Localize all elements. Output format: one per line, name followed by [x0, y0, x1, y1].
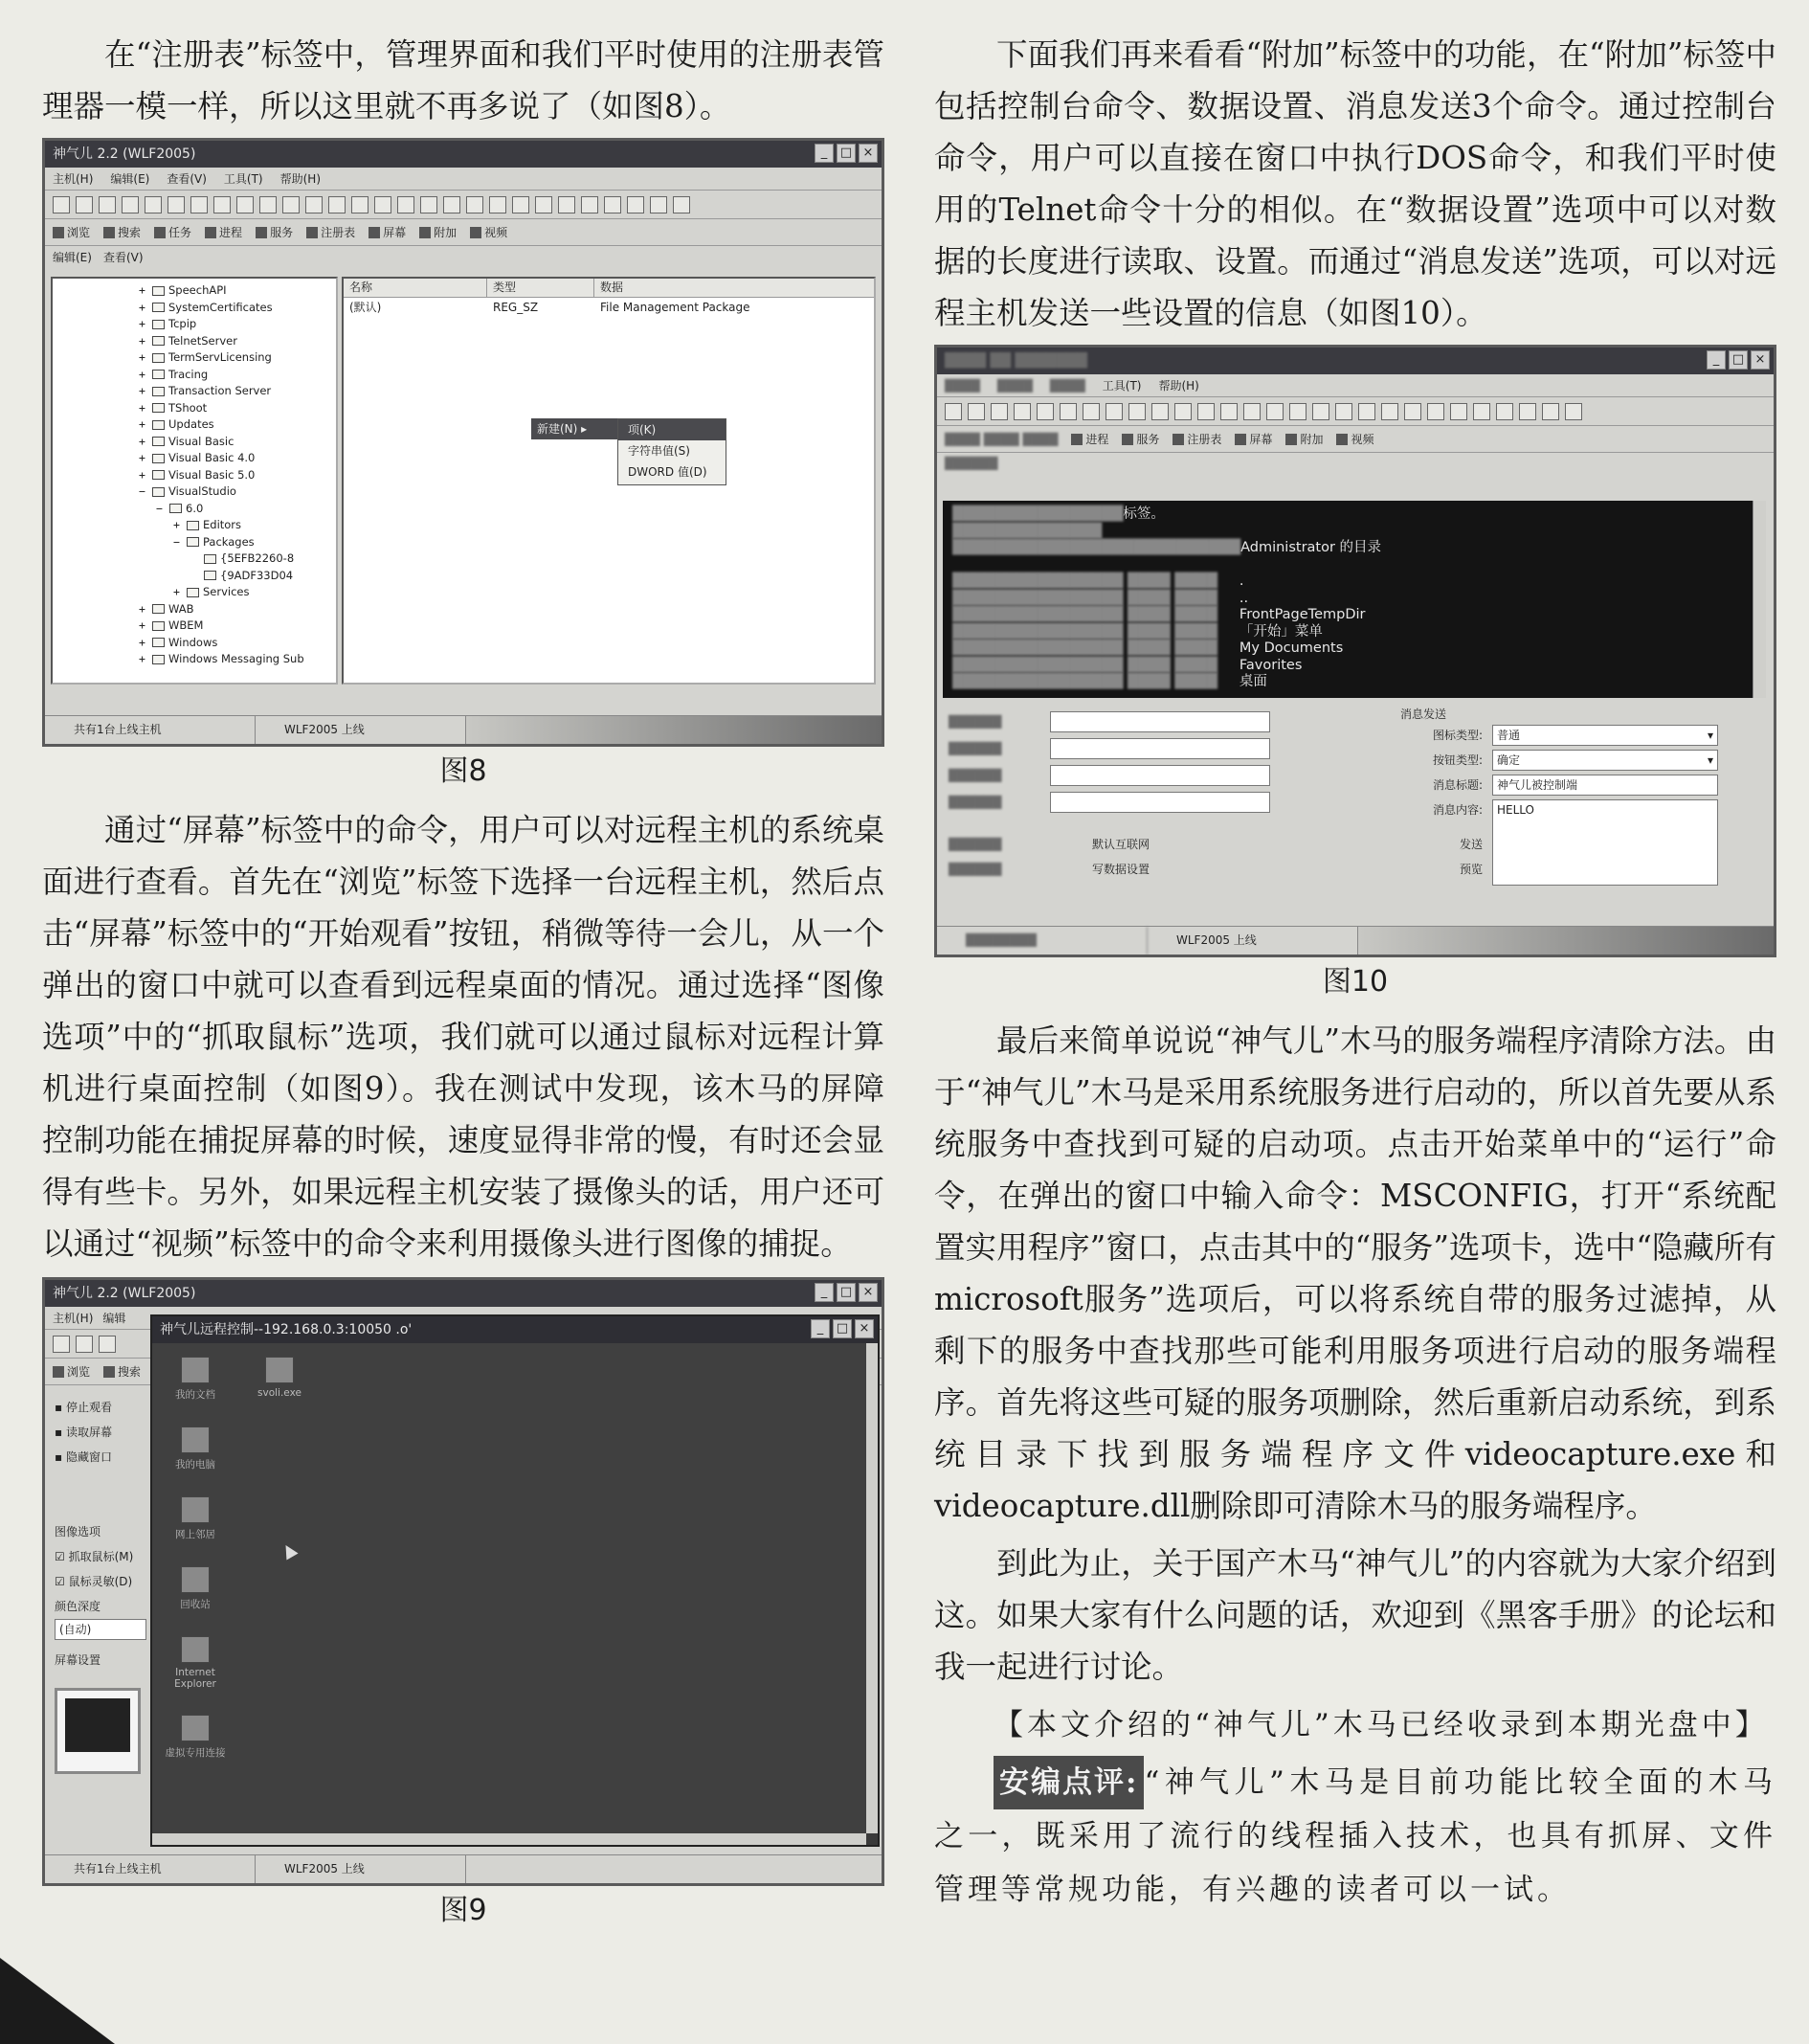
toolbar-icon[interactable]	[945, 403, 962, 420]
tab-extra[interactable]	[1285, 431, 1323, 447]
toolbar-icon[interactable]	[673, 196, 690, 213]
toolbar-icon[interactable]	[1083, 403, 1100, 420]
tab-label: 进程	[1085, 433, 1109, 446]
toolbar-icon[interactable]	[76, 1336, 93, 1353]
mouse-cursor-icon	[279, 1541, 298, 1560]
tab-browse[interactable]	[53, 224, 90, 240]
left-column	[42, 29, 884, 1943]
toolbar-icon[interactable]	[213, 196, 231, 213]
close-button[interactable]: ×	[859, 144, 878, 163]
recycle-bin-icon	[181, 1566, 210, 1593]
figure-caption: 图8	[439, 754, 487, 788]
tree-item[interactable]: + Visual Basic 5.0	[139, 467, 256, 482]
tab-label: 浏览	[67, 1365, 91, 1379]
tab-services[interactable]	[1122, 431, 1159, 447]
tree-item[interactable]: + Visual Basic 4.0	[139, 451, 256, 464]
right-column	[934, 29, 1776, 1917]
cell-data: File Management Package	[600, 301, 750, 314]
tree-item[interactable]: + TermServLicensing	[139, 350, 272, 364]
context-item-string[interactable]: 字符串值(S)	[628, 444, 690, 458]
menu-item[interactable]: 工具(T)	[223, 172, 263, 186]
tab-services[interactable]	[256, 224, 293, 240]
toolbar-icon[interactable]	[1404, 403, 1421, 420]
toolbar-icon[interactable]	[1358, 403, 1375, 420]
toolbar-icon[interactable]	[512, 196, 529, 213]
icon-type-label: 图标类型:	[1432, 729, 1483, 742]
field-label-blurred: ██████	[949, 796, 1002, 809]
tree-item[interactable]: + TShoot	[139, 400, 208, 415]
paragraph: 通过“屏幕”标签中的命令，用户可以对远程主机的系统桌面进行查看。首先在“浏览”标签下选择一台远程主机，然后点击“屏幕”标签中的“开始观看”按钮，稍微等待一会儿，从一个弹出的窗口中就可以查看到远程桌面的情况。通过选择“图像选项”中的“抓取鼠标”选项，我们就可以通过鼠标对远程计算机进行桌面控制（如图9）。我在测试中发现，该木马的屏障控制功能在捕捉屏幕的时候，速度显得非常的慢，有时还会显得有些卡。另外，如果远程主机安装了摄像头的话，用户还可以通过“视频”标签中的命令来利用摄像头进行图像的捕捉。	[42, 812, 884, 1262]
tab-label: 浏览	[67, 226, 91, 239]
tab-bar	[937, 426, 1774, 453]
registry-submenu	[45, 246, 882, 269]
desktop-icon[interactable]: 网上邻居	[160, 1496, 231, 1541]
send-button[interactable]: 发送	[1459, 838, 1483, 851]
dropdown-arrow-icon: ▾	[1707, 729, 1713, 742]
data-field[interactable]	[1050, 765, 1270, 786]
console-line: ████████████████ ████ ████ FrontPageTempDir	[952, 607, 1366, 622]
tab-screen[interactable]	[368, 224, 406, 240]
toolbar-icon[interactable]	[1335, 403, 1352, 420]
status-online: WLF2005 上线	[1148, 927, 1358, 955]
editor-comment	[934, 1756, 1776, 1917]
tree-item[interactable]: + Updates	[139, 417, 214, 431]
console-line: ████████████████ ████ ████ ..	[952, 590, 1249, 606]
toolbar-icon[interactable]	[99, 196, 116, 213]
console-scrollbar[interactable]	[1753, 501, 1766, 698]
tab-icon	[1172, 434, 1184, 445]
message-send-panel	[1396, 704, 1770, 886]
stop-watching-button[interactable]: ▪ 停止观看	[55, 1401, 112, 1414]
desktop-icon[interactable]: 我的电脑	[160, 1426, 231, 1471]
tab-label: 搜索	[118, 1365, 142, 1379]
registry-values[interactable]	[342, 277, 876, 685]
desktop-icon[interactable]: Internet Explorer	[160, 1636, 231, 1690]
tab-extra[interactable]	[419, 224, 457, 240]
data-settings-panel	[949, 711, 1370, 882]
status-bar	[45, 715, 882, 744]
toolbar-icon[interactable]	[1289, 403, 1306, 420]
toolbar-icon[interactable]	[627, 196, 644, 213]
toolbar-icon[interactable]	[1014, 403, 1031, 420]
status-empty	[466, 1855, 882, 1883]
screen-settings-label: 屏幕设置	[55, 1653, 101, 1667]
tree-item[interactable]: − Packages	[173, 534, 255, 549]
tab-icon	[419, 227, 431, 238]
tab-icon	[306, 227, 318, 238]
context-item-dword[interactable]: DWORD 值(D)	[628, 465, 707, 479]
cd-note: 【本文介绍的“神气儿”木马已经收录到本期光盘中】	[994, 1708, 1769, 1742]
status-progress	[1358, 927, 1774, 955]
menu-item-blurred: ████	[945, 379, 980, 393]
close-button[interactable]: ×	[1751, 350, 1770, 370]
toolbar-icon[interactable]	[443, 196, 460, 213]
desktop-icon[interactable]: svoli.exe	[244, 1357, 315, 1402]
tree-item[interactable]: + SystemCertificates	[139, 300, 273, 314]
tab-icon	[1122, 434, 1133, 445]
paragraph: 最后来简单说说“神气儿”木马的服务端程序清除方法。由于“神气儿”木马是采用系统服务进行启动的，所以首先要从系统服务中查找到可疑的启动项。点击开始菜单中的“运行”命令，在弹出的窗口中输入命令：MSCONFIG，打开“系统配置实用程序”窗口，点击其中的“服务”选项卡，选中“隐藏所有microsoft服务”选项后，可以将系统自带的服务过滤掉，从剩下的服务中查找那些可能利用服务项进行启动的服务端程序。首先将这些可疑的服务项删除，然后重新启动系统，到系统目录下找到服务端程序文件videocapture.exe和videocapture.dll删除即可清除木马的服务端程序。	[934, 1022, 1776, 1524]
field-label-blurred: ██████	[949, 769, 1002, 782]
context-submenu	[617, 418, 726, 485]
maximize-button[interactable]: □	[1729, 350, 1748, 370]
context-item-key[interactable]: 项(K)	[618, 419, 726, 440]
icon-toolbar	[937, 397, 1774, 426]
console-line: ████████████████标签。	[952, 506, 1165, 522]
figure-9-screenshot	[42, 1277, 884, 1886]
horizontal-scrollbar[interactable]	[152, 1833, 866, 1845]
tab-video[interactable]	[470, 224, 507, 240]
console-line: ███████████████████████████Administrator 的目录	[952, 540, 1382, 555]
tab-bar	[45, 219, 882, 246]
tree-item[interactable]: + Tracing	[139, 367, 209, 381]
figure-caption: 图9	[439, 1894, 487, 1927]
status-hosts: 共有1台上线主机	[45, 1855, 256, 1883]
tree-item[interactable]: + Windows	[139, 635, 218, 649]
data-field[interactable]	[1050, 738, 1270, 759]
console-line: ████████████████ ████ ████ Favorites	[952, 657, 1303, 673]
hide-window-button[interactable]: ▪ 隐藏窗口	[55, 1450, 112, 1464]
toolbar-icon[interactable]	[374, 196, 391, 213]
tree-item[interactable]: + Tcpip	[139, 317, 197, 330]
toolbar-icon[interactable]	[259, 196, 277, 213]
toolbar-icon[interactable]	[1128, 403, 1146, 420]
window-title-blurred: ████ ██ ███████	[945, 353, 1087, 369]
editor-comment-text: “神气儿”木马是目前功能比较全面的木马之一，既采用了流行的线程插入技术，也具有抓屏、文件管理等常规功能，有兴趣的读者可以一试。	[934, 1765, 1776, 1907]
status-hosts-blurred: ████████	[937, 927, 1148, 955]
message-title-label: 消息标题:	[1432, 778, 1483, 792]
mouse-sensitive-checkbox[interactable]: ☑ 鼠标灵敏(D)	[55, 1575, 133, 1588]
read-screen-button[interactable]: ▪ 读取屏幕	[55, 1426, 112, 1439]
icon-type-select[interactable]: 普通 ▾	[1492, 725, 1718, 746]
minimize-button[interactable]: _	[815, 144, 834, 163]
status-hosts: 共有1台上线主机	[45, 716, 256, 744]
toolbar-icon[interactable]	[604, 196, 621, 213]
message-content-label: 消息内容:	[1432, 803, 1483, 817]
tab-label: 附加	[434, 226, 458, 239]
close-button[interactable]: ×	[859, 1283, 878, 1302]
remote-titlebar	[152, 1316, 878, 1343]
menu-item[interactable]: 查看(V)	[167, 172, 207, 186]
message-content-input[interactable]: HELLO	[1492, 799, 1718, 886]
figure-8-screenshot	[42, 138, 884, 747]
toolbar-icon[interactable]	[535, 196, 552, 213]
tree-item[interactable]: − 6.0	[156, 501, 204, 515]
tab-icon	[53, 1366, 64, 1378]
tab-label: 搜索	[118, 226, 142, 239]
toolbar-icon[interactable]	[1473, 403, 1490, 420]
figure-10-screenshot	[934, 345, 1776, 957]
tree-item[interactable]: + WBEM	[139, 618, 204, 632]
tree-item[interactable]: + Windows Messaging Sub	[139, 652, 304, 665]
tab-icon	[154, 227, 166, 238]
toolbar-icon[interactable]	[489, 196, 506, 213]
toolbar-icon[interactable]	[168, 196, 185, 213]
tab-icon	[1285, 434, 1297, 445]
toolbar-icon[interactable]	[1037, 403, 1054, 420]
tab-label: 视频	[484, 226, 508, 239]
status-online: WLF2005 上线	[256, 716, 466, 744]
toolbar-icon[interactable]	[1542, 403, 1559, 420]
tab-registry[interactable]	[306, 224, 355, 240]
toolbar-icon[interactable]	[1174, 403, 1192, 420]
data-field[interactable]	[1050, 792, 1270, 813]
toolbar-icon[interactable]	[1427, 403, 1444, 420]
window-titlebar	[45, 1280, 882, 1307]
toolbar-icon[interactable]	[190, 196, 208, 213]
tab-icon	[103, 227, 115, 238]
toolbar-icon[interactable]	[397, 196, 414, 213]
registry-tree[interactable]	[51, 277, 338, 685]
tab-icon	[1336, 434, 1348, 445]
toolbar-icon[interactable]	[420, 196, 437, 213]
field-label-blurred: ██████	[949, 742, 1002, 755]
tab-icon	[205, 227, 216, 238]
tree-item[interactable]: − VisualStudio	[139, 484, 236, 498]
console-line: ████████████████ ████ ████ 「开始」菜单	[952, 623, 1323, 640]
tab-icon	[256, 227, 267, 238]
status-online: WLF2005 上线	[256, 1855, 466, 1883]
tree-item[interactable]: + Visual Basic	[139, 434, 234, 448]
button-type-select[interactable]: 确定 ▾	[1492, 750, 1718, 771]
tab-video[interactable]	[1336, 431, 1374, 447]
default-internet-button[interactable]: 默认互联网	[1092, 838, 1150, 851]
menu-item-blurred: ████	[996, 379, 1033, 393]
tab-blurred: ████ ████ ████	[945, 432, 1059, 446]
column-header-name[interactable]: 名称	[344, 279, 487, 297]
folder-icon	[181, 1357, 210, 1383]
icon-toolbar	[45, 191, 882, 219]
menu-item[interactable]: 编辑	[102, 1312, 126, 1325]
toolbar-icon[interactable]	[1496, 403, 1513, 420]
maximize-button[interactable]: □	[837, 144, 856, 163]
tab-search[interactable]	[103, 1363, 141, 1380]
window-titlebar	[45, 141, 882, 168]
menu-item[interactable]: 主机(H)	[53, 1312, 94, 1325]
toolbar-icon[interactable]	[1519, 403, 1536, 420]
console-line-blurred: ██████████████	[952, 523, 1103, 539]
desktop-icon[interactable]: 我的文档	[160, 1357, 231, 1402]
tab-registry[interactable]	[1172, 431, 1221, 447]
figure-caption: 图10	[1322, 965, 1389, 999]
console-line: ████████████████ ████ ████ .	[952, 573, 1244, 589]
context-menu: 新建(N) ▸	[531, 418, 617, 439]
paragraph: 在“注册表”标签中，管理界面和我们平时使用的注册表管理器一模一样，所以这里就不再多说了（如图8）。	[42, 36, 884, 124]
window-title: 神气儿 2.2 (WLF2005)	[53, 146, 196, 162]
vertical-scrollbar[interactable]	[866, 1343, 878, 1833]
desktop-icon[interactable]: 回收站	[160, 1566, 231, 1611]
menu-item[interactable]: 帮助(H)	[1158, 379, 1199, 393]
tab-search[interactable]	[103, 224, 141, 240]
remote-desktop-window[interactable]	[150, 1314, 880, 1847]
tab-tasks[interactable]	[154, 224, 191, 240]
panel-header-blurred: ██████	[945, 457, 998, 470]
monitor-icon	[55, 1688, 141, 1774]
internet-explorer-icon	[181, 1636, 210, 1663]
toolbar-icon[interactable]	[1450, 403, 1467, 420]
toolbar-icon[interactable]	[650, 196, 667, 213]
toolbar-icon[interactable]	[991, 403, 1008, 420]
toolbar-icon[interactable]	[282, 196, 300, 213]
paragraph: 下面我们再来看看“附加”标签中的功能，在“附加”标签中包括控制台命令、数据设置、消息发送3个命令。通过控制台命令，用户可以直接在窗口中执行DOS命令，和我们平时使用的Telnet命令十分的相似。在“数据设置”选项中可以对数据的长度进行读取、设置。而通过“消息发送”选项，可以对远程主机发送一些设置的信息（如图10）。	[934, 36, 1776, 331]
tree-item[interactable]: + SpeechAPI	[139, 283, 227, 297]
data-field[interactable]	[1050, 711, 1270, 732]
preview-button[interactable]: 预览	[1459, 863, 1483, 876]
capture-mouse-checkbox[interactable]: ☑ 抓取鼠标(M)	[55, 1550, 134, 1563]
console-line-blurred	[952, 557, 1743, 574]
tab-label: 进程	[219, 226, 243, 239]
tab-label: 附加	[1300, 433, 1324, 446]
toolbar-icon[interactable]	[1243, 403, 1261, 420]
color-depth-label: 颜色深度	[55, 1600, 101, 1613]
menu-bar	[937, 374, 1774, 397]
tab-icon	[1235, 434, 1246, 445]
menu-item[interactable]: 工具(T)	[1102, 379, 1142, 393]
tree-item[interactable]: + Editors	[173, 518, 242, 531]
window-titlebar	[937, 348, 1774, 374]
tab-browse[interactable]	[53, 1363, 90, 1380]
message-group-title: 消息发送	[1400, 708, 1447, 721]
tab-label: 注册表	[321, 226, 356, 239]
toolbar-icon[interactable]	[53, 1336, 70, 1353]
vpn-icon	[181, 1715, 210, 1741]
color-depth-select[interactable]: (自动)	[55, 1619, 146, 1640]
cell-type: REG_SZ	[493, 301, 539, 314]
remote-desktop[interactable]	[152, 1343, 866, 1833]
toolbar-icon[interactable]	[1151, 403, 1169, 420]
tree-item[interactable]: {5EFB2260-8	[139, 550, 336, 568]
minimize-button[interactable]: _	[815, 1283, 834, 1302]
field-label-blurred: ██████	[949, 715, 1002, 729]
file-icon	[265, 1357, 294, 1383]
menu-item[interactable]: 帮助(H)	[279, 172, 322, 186]
close-button[interactable]: ×	[855, 1319, 874, 1338]
column-header-data[interactable]: 数据	[600, 281, 624, 294]
tree-item[interactable]: + WAB	[139, 601, 194, 616]
status-bar	[937, 926, 1774, 955]
context-item-new[interactable]: 新建(N)	[537, 422, 578, 436]
tree-item[interactable]: {9ADF33D04	[139, 568, 336, 585]
toolbar-icon[interactable]	[99, 1336, 116, 1353]
menu-item[interactable]: 编辑(E)	[53, 251, 92, 264]
status-progress	[466, 716, 882, 744]
toolbar-icon[interactable]	[1106, 403, 1123, 420]
toolbar-icon[interactable]	[968, 403, 985, 420]
tab-label: 任务	[168, 226, 192, 239]
toolbar-icon[interactable]	[76, 196, 93, 213]
toolbar-icon[interactable]	[328, 196, 346, 213]
tab-process[interactable]	[205, 224, 242, 240]
tab-icon	[1071, 434, 1083, 445]
toolbar-icon[interactable]	[1312, 403, 1329, 420]
message-title-input[interactable]: 神气儿被控制端	[1492, 775, 1718, 796]
tab-process[interactable]	[1071, 431, 1108, 447]
toolbar-icon[interactable]	[145, 196, 162, 213]
toolbar-icon[interactable]	[122, 196, 139, 213]
menu-item[interactable]: 查看(V)	[102, 251, 144, 264]
tab-label: 视频	[1351, 433, 1374, 446]
table-row[interactable]	[344, 298, 874, 317]
tab-label: 服务	[270, 226, 294, 239]
tab-label: 注册表	[1187, 433, 1222, 446]
minimize-button[interactable]: _	[1707, 350, 1726, 370]
tab-label: 服务	[1136, 433, 1160, 446]
screen-options-panel	[55, 1395, 150, 1774]
paragraph: 到此为止，关于国产木马“神气儿”的内容就为大家介绍到这。如果大家有什么问题的话，欢迎到《黑客手册》的论坛和我一起进行讨论。	[934, 1545, 1776, 1685]
remote-window-title: 神气儿远程控制--192.168.0.3:10050 .o'	[160, 1322, 413, 1337]
tab-label: 屏幕	[1249, 433, 1273, 446]
tree-item[interactable]: + Services	[173, 585, 250, 598]
menu-item-blurred: ████	[1049, 379, 1085, 393]
tree-item[interactable]: + Transaction Server	[139, 384, 272, 397]
page-corner-mark	[0, 1958, 115, 2044]
network-icon	[181, 1496, 210, 1523]
toolbar-icon[interactable]	[466, 196, 483, 213]
tab-icon	[368, 227, 380, 238]
column-headers	[344, 279, 874, 298]
menu-item[interactable]: 编辑(E)	[110, 172, 150, 186]
window-title: 神气儿 2.2 (WLF2005)	[53, 1286, 196, 1301]
tree-item[interactable]: + TelnetServer	[139, 333, 237, 348]
tab-label: 屏幕	[383, 226, 407, 239]
button-blurred: ██████	[949, 838, 1002, 851]
console-output[interactable]	[943, 501, 1753, 698]
tab-icon	[53, 227, 64, 238]
tab-screen[interactable]	[1235, 431, 1272, 447]
desktop-icon[interactable]: 虚拟专用连接	[160, 1715, 231, 1760]
column-header-type[interactable]: 类型	[487, 279, 594, 297]
dropdown-arrow-icon: ▾	[1707, 753, 1713, 767]
write-data-settings-button[interactable]: 写数据设置	[1092, 863, 1150, 876]
menu-item[interactable]: 主机(H)	[53, 172, 94, 186]
button-type-label: 按钮类型:	[1432, 753, 1483, 767]
toolbar-icon[interactable]	[305, 196, 323, 213]
toolbar-icon[interactable]	[558, 196, 575, 213]
toolbar-icon[interactable]	[1060, 403, 1077, 420]
computer-icon	[181, 1426, 210, 1453]
console-line: ████████████████ ████ ████ 桌面	[952, 674, 1267, 689]
cell-name: (默认)	[349, 301, 382, 314]
console-line: ████████████████ ████ ████ My Documents	[952, 640, 1344, 656]
maximize-button[interactable]: □	[833, 1319, 852, 1338]
minimize-button[interactable]: _	[811, 1319, 830, 1338]
toolbar-icon[interactable]	[236, 196, 254, 213]
tab-icon	[470, 227, 481, 238]
toolbar-icon[interactable]	[1220, 403, 1238, 420]
image-options-label: 图像选项	[55, 1525, 101, 1539]
toolbar-icon[interactable]	[1565, 403, 1582, 420]
menu-bar	[45, 168, 882, 191]
status-bar	[45, 1854, 882, 1883]
toolbar-icon[interactable]	[1266, 403, 1284, 420]
tab-icon	[103, 1366, 115, 1378]
toolbar-icon[interactable]	[351, 196, 368, 213]
toolbar-icon[interactable]	[581, 196, 598, 213]
button-blurred: ██████	[949, 863, 1002, 876]
toolbar-icon[interactable]	[53, 196, 70, 213]
toolbar-icon[interactable]	[1381, 403, 1398, 420]
toolbar-icon[interactable]	[1197, 403, 1215, 420]
maximize-button[interactable]: □	[837, 1283, 856, 1302]
editor-comment-tag: 安编点评:	[994, 1756, 1144, 1809]
